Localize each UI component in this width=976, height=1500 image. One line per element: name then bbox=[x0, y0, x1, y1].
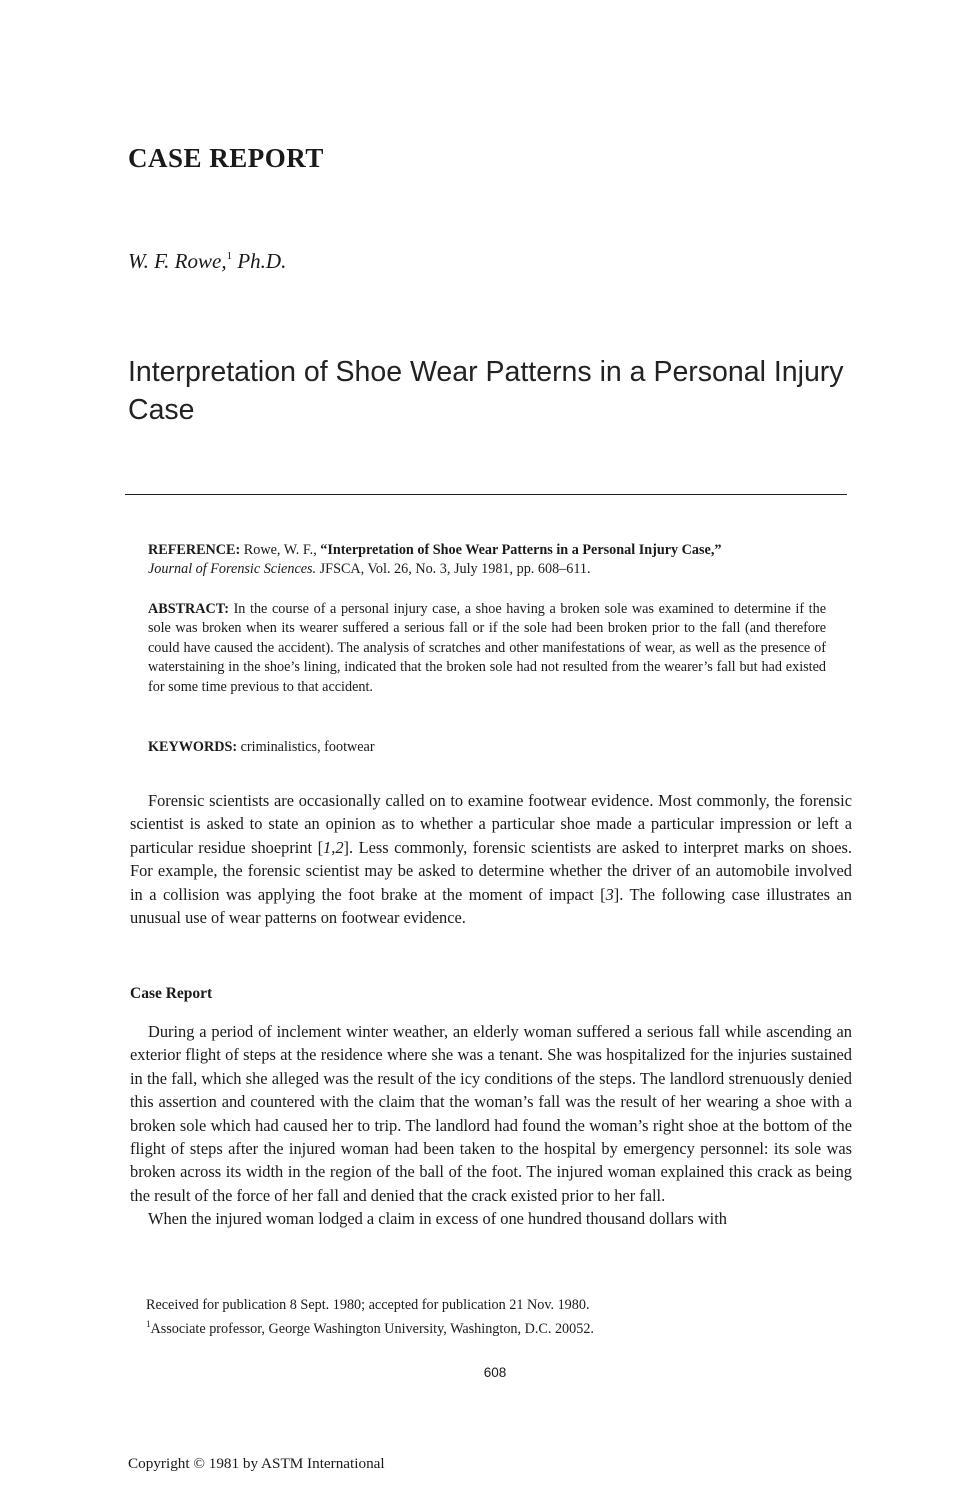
case-report-body bbox=[130, 1020, 852, 1231]
reference-authors: Rowe, W. F., bbox=[243, 542, 317, 558]
abstract-block bbox=[148, 600, 826, 697]
footnotes bbox=[146, 1296, 846, 1339]
intro-text-2: ]. Less commonly, forensic scientists are asked to interpret marks on shoes. For example, the forensic scientist may be asked to determine whether the driver of an automobile involved in a collision was applying the foot brake at the moment of impact [ bbox=[130, 837, 852, 904]
keywords-label: KEYWORDS: bbox=[148, 739, 238, 755]
author-name: W. F. Rowe, bbox=[128, 249, 227, 273]
affiliation-text: Associate professor, George Washington University, Washington, D.C. 20052. bbox=[150, 1321, 594, 1337]
keywords-block bbox=[148, 738, 848, 757]
reference-label: REFERENCE: bbox=[148, 542, 241, 558]
affiliation-mark: 1 bbox=[146, 1319, 151, 1329]
reference-journal: Journal of Forensic Sciences. bbox=[148, 561, 317, 578]
citation-link[interactable]: 3 bbox=[605, 884, 614, 904]
copyright-notice: Copyright © 1981 by ASTM International bbox=[128, 1455, 385, 1472]
author-line bbox=[128, 249, 286, 274]
citation-link[interactable]: 1,2 bbox=[323, 837, 344, 857]
article-title: Interpretation of Shoe Wear Patterns in a Personal Injury Case bbox=[128, 356, 844, 426]
abstract-text: In the course of a personal injury case, a shoe having a broken sole was examined to determine if the sole was broken when its wearer suffered a serious fall or if the sole had been broken prior to the fall (and therefore could have caused the accident). The analysis of scratches and other manifestations of wear, as well as the presence of waterstaining in the shoe’s lining, indicated that the broken sole had not resulted from the wearer’s fall but had existed for some time previous to that accident. bbox=[148, 601, 827, 695]
abstract-label: ABSTRACT: bbox=[148, 601, 229, 617]
case-report-heading: Case Report bbox=[130, 985, 213, 1002]
reference-citation: JFSCA, Vol. 26, No. 3, July 1981, pp. 608–611. bbox=[319, 561, 591, 578]
case-paragraph-1: During a period of inclement winter weather, an elderly woman suffered a serious fall while ascending an exterior flight of steps at the residence where she was a tenant. She was hospitalized for the injuries sustained in the fall, which she alleged was the result of the icy conditions of the steps. The landlord strenuously denied this assertion and countered with the claim that the woman’s fall was the result of her wearing a shoe with a broken sole which had caused her to trip. The landlord had found the woman’s right shoe at the bottom of the flight of steps after the injured woman had been taken to the hospital by emergency personnel: its sole was broken across its width in the region of the ball of the foot. The injured woman explained this crack as being the result of the force of her fall and denied that the crack existed prior to her fall. bbox=[130, 1022, 852, 1205]
intro-paragraph bbox=[130, 789, 852, 929]
intro-section bbox=[130, 789, 852, 929]
keywords-text: criminalistics, footwear bbox=[240, 739, 375, 755]
author-footnote-mark[interactable]: 1 bbox=[226, 250, 233, 262]
reference-block bbox=[148, 541, 848, 580]
title-divider bbox=[125, 494, 847, 495]
intro-text-3: ]. The following case illustrates an unusual use of wear patterns on footwear evidence. bbox=[130, 884, 852, 928]
page-number: 608 bbox=[483, 1365, 507, 1380]
intro-text-1: Forensic scientists are occasionally called on to examine footwear evidence. Most commonly, the forensic scientist is asked to state an opinion as to whether a particular shoe made a particular impression or left a particular residue shoeprint [ bbox=[130, 791, 852, 857]
reference-article-title: “Interpretation of Shoe Wear Patterns in a Personal Injury Case,” bbox=[320, 542, 722, 558]
author-degree: Ph.D. bbox=[237, 249, 287, 273]
case-paragraph-2: When the injured woman lodged a claim in excess of one hundred thousand dollars with bbox=[148, 1209, 727, 1229]
section-label: CASE REPORT bbox=[128, 143, 324, 173]
affiliation-note bbox=[146, 1315, 846, 1339]
received-note: Received for publication 8 Sept. 1980; accepted for publication 21 Nov. 1980. bbox=[146, 1297, 590, 1313]
